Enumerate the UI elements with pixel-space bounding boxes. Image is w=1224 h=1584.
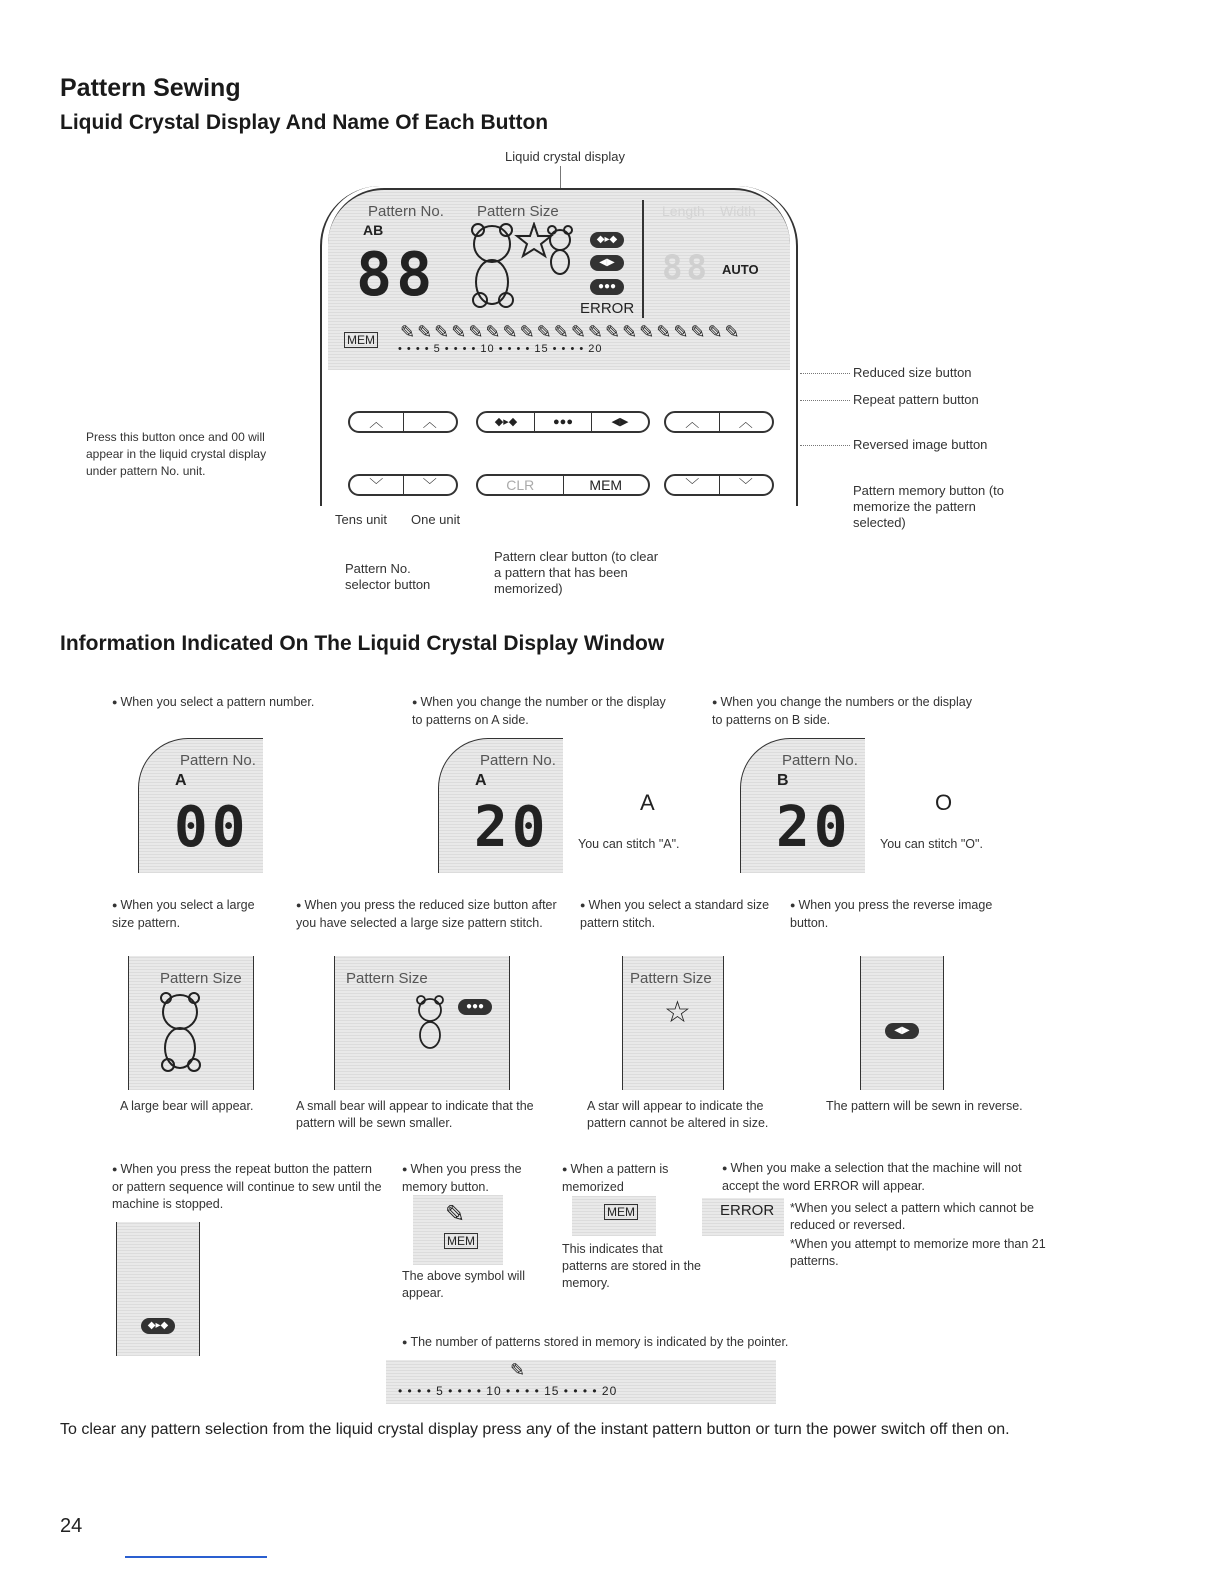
repeat-pattern-label: Repeat pattern button bbox=[853, 392, 979, 407]
lcd-length-digits: 88 bbox=[662, 248, 711, 288]
footer-text: To clear any pattern selection from the liquid crystal display press any of the instant pattern button or turn the power switch off then on. bbox=[60, 1421, 1010, 1438]
row2-caption-4: ● When you press the reverse image button. bbox=[790, 897, 1030, 932]
clear-label: Pattern clear button (to clear a pattern that has been memorized) bbox=[494, 549, 659, 596]
row1-caption-3: ● When you change the numbers or the display to patterns on B side. bbox=[712, 694, 972, 729]
reverse-icon: ◀▶ bbox=[885, 1020, 919, 1039]
bear-star-icon bbox=[462, 222, 582, 312]
memory-caption: ● When you press the memory button. bbox=[402, 1161, 552, 1196]
row2-caption-3: ● When you select a standard size pattern stitch. bbox=[580, 897, 770, 932]
pointer-scale: • • • • 5 • • • • 10 • • • • 15 • • • • 20 bbox=[398, 1384, 618, 1398]
pointer-needle-icon: ✎ bbox=[510, 1360, 526, 1380]
repeat-caption: ● When you press the repeat button the pattern or pattern sequence will continue to sew until the machine is stopped. bbox=[112, 1161, 382, 1213]
row1-caption-1: ● When you select a pattern number. bbox=[112, 694, 372, 712]
memory-mem-icon: MEM bbox=[444, 1233, 478, 1249]
side-a-letter: A bbox=[640, 790, 655, 815]
reduce-icon: ●●● bbox=[458, 996, 492, 1015]
row1-caption-2: ● When you change the number or the display to patterns on A side. bbox=[412, 694, 672, 729]
function-buttons[interactable] bbox=[476, 411, 650, 433]
memory-label: Pattern memory button (to memorize the pattern selected) bbox=[853, 483, 1005, 530]
selector-label: Pattern No. selector button bbox=[345, 561, 431, 592]
reversed-image-label: Reversed image button bbox=[853, 437, 988, 452]
page-title: Pattern Sewing bbox=[60, 74, 241, 102]
large-bear-icon bbox=[150, 990, 210, 1075]
needle-icon: ✎ bbox=[445, 1201, 466, 1228]
lcd-error: ERROR bbox=[580, 300, 635, 317]
reduced-size-button: ●●● bbox=[534, 413, 591, 431]
press-note: Press this button once and 00 will appear in the liquid crystal display under pattern No. unit. bbox=[86, 430, 267, 478]
lcd-ab-indicator: AB bbox=[363, 222, 384, 238]
lcd-mem: MEM bbox=[344, 332, 378, 348]
tens-unit-label: Tens unit bbox=[335, 512, 388, 527]
one-unit-label: One unit bbox=[411, 512, 461, 527]
pointer-caption: ● The number of patterns stored in memory is indicated by the pointer. bbox=[402, 1334, 922, 1352]
memorized-mem-icon: MEM bbox=[604, 1204, 638, 1220]
lcd-window-repeat bbox=[116, 1222, 200, 1356]
bottom-rule bbox=[125, 1556, 267, 1558]
mem-button: MEM bbox=[563, 476, 649, 494]
row2-caption-1: ● When you select a large size pattern. bbox=[112, 897, 277, 932]
repeat-pattern-button: ◆▸◆ bbox=[494, 416, 518, 428]
right-down-buttons[interactable]: ﹀ ﹀ bbox=[664, 474, 774, 496]
reduced-size-label: Reduced size button bbox=[853, 365, 972, 380]
reversed-image-button: ◀▶ bbox=[591, 413, 648, 431]
lcd-pattern-size: Pattern Size bbox=[477, 203, 559, 220]
section-title-lcd: Liquid Crystal Display And Name Of Each Button bbox=[60, 111, 549, 134]
error-caption: ● When you make a selection that the machine will not accept the word ERROR will appear. bbox=[722, 1160, 1042, 1195]
error-note-2: *When you attempt to memorize more than 21 patterns. bbox=[790, 1237, 1046, 1268]
tens-up-button[interactable]: ︿ ︿ bbox=[348, 411, 458, 433]
right-up-buttons[interactable]: ︿ ︿ bbox=[664, 411, 774, 433]
repeat-lcd-icon: ◆▸◆ bbox=[590, 229, 624, 248]
needle-icon-row: ✎✎✎✎✎✎✎✎✎✎✎✎✎✎✎✎✎✎✎✎ bbox=[400, 322, 742, 342]
reduce-lcd-icon: ●●● bbox=[590, 276, 624, 295]
lcd-label: Liquid crystal display bbox=[505, 149, 625, 164]
memory-note: The above symbol will appear. bbox=[402, 1269, 525, 1300]
small-bear-icon bbox=[410, 995, 454, 1055]
reverse-lcd-icon: ◀▶ bbox=[590, 252, 624, 271]
lcd-auto: AUTO bbox=[722, 262, 759, 277]
side-b-letter: O bbox=[935, 790, 953, 815]
error-word: ERROR bbox=[720, 1202, 775, 1219]
page-number: 24 bbox=[60, 1515, 83, 1537]
lcd-pattern-no: Pattern No. bbox=[368, 203, 444, 220]
lcd-digits: 88 bbox=[356, 240, 437, 310]
memorized-note: This indicates that patterns are stored in the memory. bbox=[562, 1242, 701, 1290]
lcd-scale: • • • • 5 • • • • 10 • • • • 15 • • • • 20 bbox=[398, 343, 603, 355]
clear-mem-buttons[interactable] bbox=[476, 474, 650, 496]
error-note-1: *When you select a pattern which cannot be reduced or reversed. bbox=[790, 1201, 1034, 1232]
clr-button: CLR bbox=[506, 477, 535, 493]
lcd-width: Width bbox=[720, 203, 756, 219]
memorized-caption: ● When a pattern is memorized bbox=[562, 1161, 702, 1196]
star-icon: ☆ bbox=[664, 996, 691, 1029]
row2-caption-2: ● When you press the reduced size button after you have selected a large size pattern stitch. bbox=[296, 897, 561, 932]
tens-down-button[interactable]: ﹀ ﹀ bbox=[348, 474, 458, 496]
repeat-icon: ◆▸◆ bbox=[141, 1315, 175, 1334]
section-title-info: Information Indicated On The Liquid Crystal Display Window bbox=[60, 632, 665, 655]
lcd-length: Length bbox=[662, 203, 705, 219]
